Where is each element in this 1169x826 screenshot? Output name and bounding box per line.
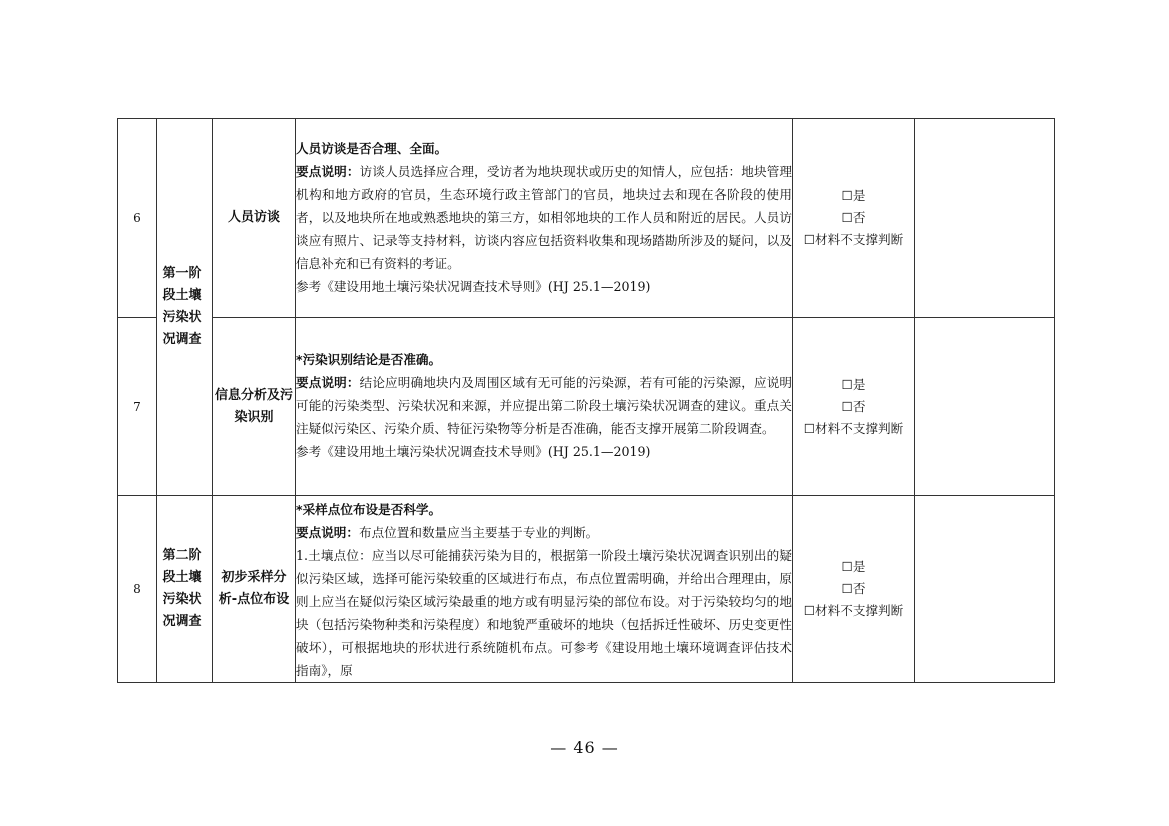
item-label: 信息分析及污染识别 — [214, 387, 293, 425]
keypoint-label: 要点说明： — [296, 163, 360, 179]
remark-cell — [915, 318, 1055, 496]
content-title: 人员访谈是否合理、全面。 — [296, 140, 448, 156]
keypoint-text: 访谈人员选择应合理，受访者为地块现状或历史的知情人，应包括：地块管理机构和地方政府的官员，生态环境行政主管部门的官员，地块过去和现在各阶段的使用者，以及地块所在地或熟悉地块的第三方，如相邻地块的工作人员和附近的居民。人员访谈应有照片、记录等支持材料，访谈内容应包括资料收集和现场踏勘所涉及的疑问，以及信息补充和已有资料的考证。 — [296, 163, 793, 271]
content-cell — [296, 318, 793, 496]
keypoint-label: 要点说明： — [296, 525, 359, 540]
keypoint-text: 布点位置和数量应当主要基于专业的判断。 — [358, 525, 599, 540]
content-cell — [296, 119, 793, 318]
option-yes-checkbox[interactable]: ☐是 — [841, 559, 866, 574]
keypoint-text: 结论应明确地块内及周围区域有无可能的污染源，若有可能的污染源，应说明可能的污染类型、污染状况和来源，并应提出第二阶段土壤污染状况调查的建议。重点关注疑似污染区、污染介质、特征污染物等分析是否准确，能否支撑开展第二阶段调查。 — [296, 375, 793, 436]
option-cell — [793, 496, 915, 683]
row-number: 8 — [118, 496, 157, 683]
remark-cell — [915, 496, 1055, 683]
page-number: — 46 — — [550, 738, 619, 757]
detail-text: 1.土壤点位：应当以尽可能捕获污染为目的，根据第一阶段土壤污染状况调查识别出的疑似污染区域，选择可能污染较重的区域进行布点，布点位置需明确，并给出合理理由，原则上应当在疑似污染区域污染最重的地方或有明显污染的部位布设。对于污染较均匀的地块（包括污染物种类和污染程度）和地貌严重破坏的地块（包括拆迁性破坏、历史变更性破坏），可根据地块的形状进行系统随机布点。可参考《建设用地土壤环境调查评估技术指南》，原 — [296, 548, 792, 678]
option-cell — [793, 318, 915, 496]
option-cell — [793, 119, 915, 318]
option-no-checkbox[interactable]: ☐否 — [841, 581, 866, 596]
option-insufficient-checkbox[interactable]: ☐材料不支撑判断 — [803, 420, 904, 436]
reference-text: 参考《建设用地土壤污染状况调查技术导则》(HJ 25.1—2019) — [296, 278, 651, 294]
stage-label: 第一阶段土壤污染状况调查 — [162, 266, 202, 347]
option-no-checkbox[interactable]: ☐否 — [841, 210, 866, 225]
row-number: 7 — [118, 318, 157, 496]
table-row — [118, 119, 1055, 318]
option-yes-checkbox[interactable]: ☐是 — [841, 376, 866, 392]
reference-text: 参考《建设用地土壤污染状况调查技术导则》(HJ 25.1—2019) — [296, 444, 651, 459]
option-no-checkbox[interactable]: ☐否 — [841, 398, 866, 414]
item-cell — [213, 496, 296, 683]
stage-cell — [157, 119, 213, 496]
option-yes-checkbox[interactable]: ☐是 — [841, 188, 866, 203]
row-number: 6 — [118, 119, 157, 318]
remark-cell — [915, 119, 1055, 318]
content-title: *污染识别结论是否准确。 — [296, 352, 442, 367]
option-insufficient-checkbox[interactable]: ☐材料不支撑判断 — [803, 232, 904, 247]
table-row — [118, 318, 1055, 496]
stage-cell — [157, 496, 213, 683]
stage-label: 第二阶段土壤污染状况调查 — [162, 548, 202, 629]
content-cell — [296, 496, 793, 683]
option-insufficient-checkbox[interactable]: ☐材料不支撑判断 — [803, 603, 904, 618]
review-table — [117, 118, 1055, 683]
item-label: 人员访谈 — [227, 210, 280, 225]
table-row — [118, 496, 1055, 683]
item-cell — [213, 119, 296, 318]
content-title: *采样点位布设是否科学。 — [296, 502, 442, 517]
keypoint-label: 要点说明： — [296, 375, 360, 390]
item-label: 初步采样分析-点位布设 — [218, 570, 290, 607]
item-cell — [213, 318, 296, 496]
